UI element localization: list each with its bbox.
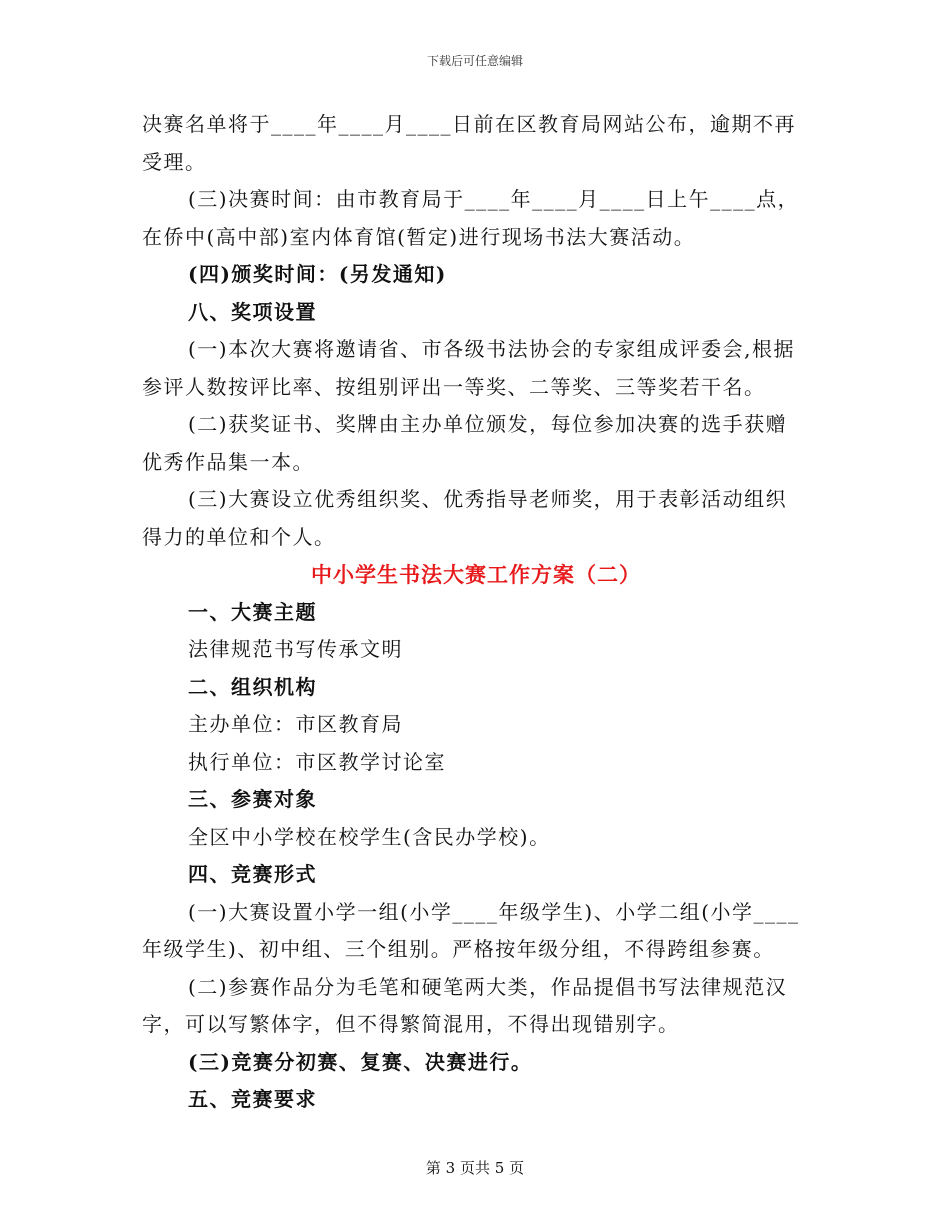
page-header: 下载后可任意编辑 — [426, 54, 523, 68]
page-footer: 第 3 页共 5 页 — [425, 1159, 525, 1177]
section-heading-awards: 八、奖项设置 — [188, 299, 317, 324]
document-body — [142, 106, 810, 1119]
paragraph-line: 受理。 — [142, 149, 207, 174]
paragraph-line: 全区中小学校在校学生(含民办学校)。 — [188, 824, 551, 849]
paragraph-line: 年级学生)、初中组、三个组别。严格按年级分组，不得跨组参赛。 — [142, 937, 775, 961]
paragraph-line: 字，可以写繁体字，但不得繁简混用，不得出现错别字。 — [142, 1012, 680, 1036]
document-title: 中小学生书法大赛工作方案（二） — [311, 562, 641, 587]
paragraph-line: 决赛名单将于____年____月____日前在区教育局网站公布，逾期不再 — [142, 112, 796, 136]
paragraph-line: 主办单位：市区教育局 — [188, 712, 403, 736]
subheading-stages: (三)竞赛分初赛、复赛、决赛进行。 — [188, 1049, 533, 1074]
section-heading-organization: 二、组织机构 — [188, 674, 317, 699]
paragraph-line: 参评人数按评比率、按组别评出一等奖、二等奖、三等奖若干名。 — [142, 374, 766, 399]
section-heading-format: 四、竞赛形式 — [188, 862, 317, 886]
section-heading-requirements: 五、竞赛要求 — [188, 1087, 317, 1111]
paragraph-line: (一)本次大赛将邀请省、市各级书法协会的专家组成评委会,根据 — [188, 337, 795, 361]
paragraph-line: 在侨中(高中部)室内体育馆(暂定)进行现场书法大赛活动。 — [142, 224, 696, 249]
paragraph-line: (三)大赛设立优秀组织奖、优秀指导老师奖，用于表彰活动组织 — [188, 487, 788, 511]
paragraph-line: (一)大赛设置小学一组(小学____年级学生)、小学二组(小学____ — [188, 899, 800, 924]
paragraph-line: 优秀作品集一本。 — [142, 449, 314, 474]
section-heading-theme: 一、大赛主题 — [188, 599, 317, 624]
subheading-award-time: (四)颁奖时间：(另发通知) — [188, 262, 447, 286]
paragraph-line: (三)决赛时间：由市教育局于____年____月____日上午____点， — [188, 187, 800, 211]
paragraph-line: 执行单位：市区教学讨论室 — [188, 749, 446, 774]
paragraph-line: (二)获奖证书、奖牌由主办单位颁发，每位参加决赛的选手获赠 — [188, 412, 788, 436]
paragraph-line: 法律规范书写传承文明 — [188, 637, 403, 661]
section-heading-participants: 三、参赛对象 — [188, 787, 317, 811]
paragraph-line: (二)参赛作品分为毛笔和硬笔两大类，作品提倡书写法律规范汉 — [188, 974, 788, 999]
paragraph-line: 得力的单位和个人。 — [142, 524, 336, 549]
